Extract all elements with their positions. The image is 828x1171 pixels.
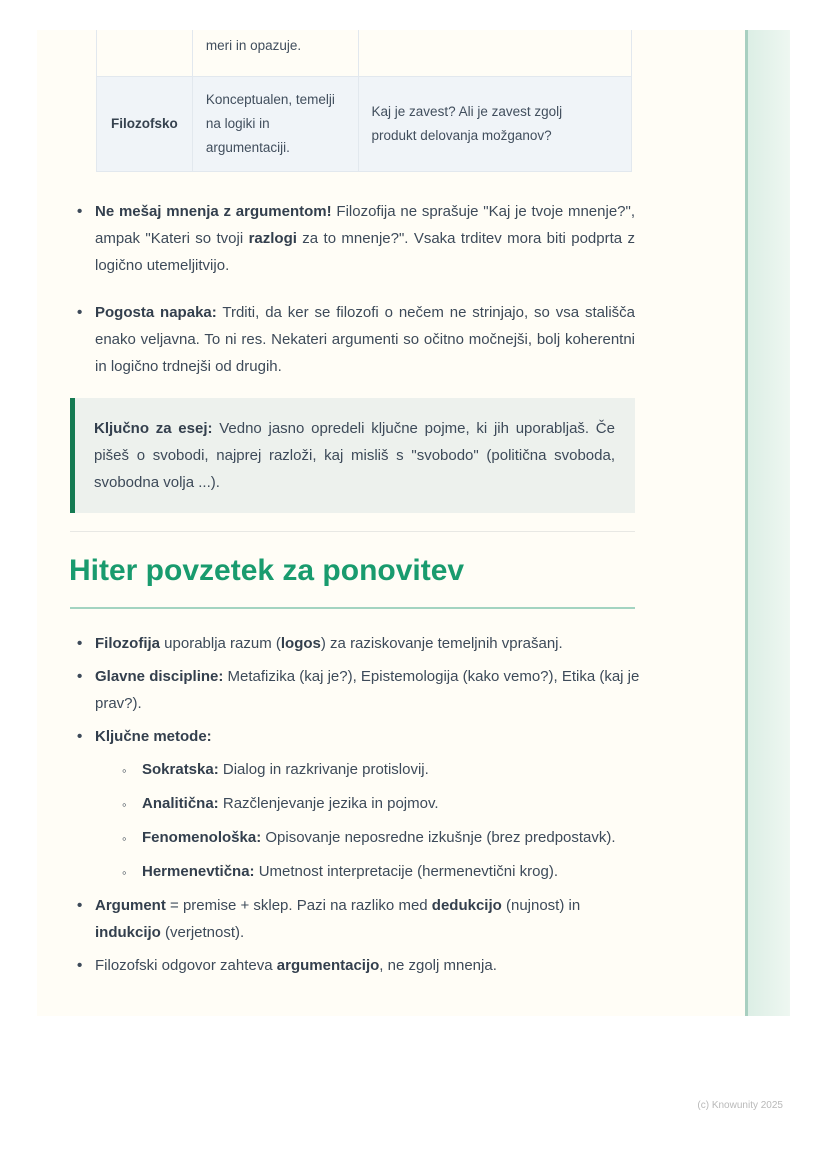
list-item xyxy=(70,299,635,380)
circle-bullet-icon: ◦ xyxy=(122,865,127,880)
table-cell-discipline: Filozofsko xyxy=(97,77,193,171)
list-item-text: Filozofija uporablja razum (logos) za raziskovanje temeljnih vprašanj. xyxy=(95,635,563,652)
list-item-text: Argument = premise + sklep. Pazi na razliko med dedukcijo (nujnost) in indukcijo (verjetnost). xyxy=(95,897,581,941)
table-cell-method: Konceptualen, temelji na logiki in argumentaciji. xyxy=(193,77,359,171)
bullet-icon: • xyxy=(77,304,83,321)
bullet-icon: • xyxy=(77,957,83,974)
list-item-text: Fenomenološka: Opisovanje neposredne izkušnje (brez predpostavk). xyxy=(142,829,616,846)
essay-tip-callout xyxy=(70,398,635,513)
list-item-text: Sokratska: Dialog in razkrivanje protislovij. xyxy=(142,761,429,778)
list-item xyxy=(70,723,640,885)
bullet-icon: • xyxy=(77,635,83,652)
notes-bullet-list xyxy=(70,198,635,400)
list-item xyxy=(70,198,635,279)
table-cell-discipline xyxy=(97,30,193,76)
document-page xyxy=(37,30,790,1016)
list-item xyxy=(70,630,640,657)
bullet-icon: • xyxy=(77,203,83,220)
sub-list-item xyxy=(122,824,640,851)
list-item xyxy=(70,892,640,946)
table-row xyxy=(97,77,631,172)
table-cell-method: meri in opazuje. xyxy=(193,30,359,76)
bullet-icon: • xyxy=(77,728,83,745)
list-item-text: Analitična: Razčlenjevanje jezika in pojmov. xyxy=(142,795,439,812)
section-heading: Hiter povzetek za ponovitev xyxy=(69,554,465,587)
page-edge-strip xyxy=(745,30,790,1016)
heading-underline xyxy=(70,607,635,609)
list-item-text: Glavne discipline: Metafizika (kaj je?), Epistemologija (kako vemo?), Etika (kaj je prav?). xyxy=(95,668,640,712)
sub-list-item xyxy=(122,756,640,783)
list-item-text: Ključne metode: xyxy=(95,728,212,745)
list-item xyxy=(70,952,640,979)
table-row xyxy=(97,30,631,77)
circle-bullet-icon: ◦ xyxy=(122,797,127,812)
sub-list-item xyxy=(122,790,640,817)
callout-text: Ključno za esej: Vedno jasno opredeli ključne pojme, ki jih uporabljaš. Če pišeš o svobodi, najprej razloži, kaj misliš s "svobodo" (politična svoboda, svobodna volja ...). xyxy=(94,420,615,491)
list-item-text: Pogosta napaka: Trditi, da ker se filozofi o nečem ne strinjajo, so vsa stališča enako veljavna. To ni res. Nekateri argumenti so očitno močnejši, bolj koherentni in logično trdnejši od drugih. xyxy=(95,304,636,375)
list-item-text: Hermenevtična: Umetnost interpretacije (hermenevtični krog). xyxy=(142,863,558,880)
section-divider xyxy=(70,531,635,532)
circle-bullet-icon: ◦ xyxy=(122,763,127,778)
sub-list-item xyxy=(122,858,640,885)
disciplines-table xyxy=(96,30,632,172)
methods-sub-list xyxy=(122,756,640,885)
list-item-text: Filozofski odgovor zahteva argumentacijo, ne zgolj mnenja. xyxy=(95,957,497,974)
bullet-icon: • xyxy=(77,668,83,685)
list-item xyxy=(70,663,640,717)
table-cell-question xyxy=(359,30,631,76)
circle-bullet-icon: ◦ xyxy=(122,831,127,846)
footer-copyright: (c) Knowunity 2025 xyxy=(697,1100,783,1111)
list-item-text: Ne mešaj mnenja z argumentom! Filozofija ne sprašuje "Kaj je tvoje mnenje?", ampak "Kateri so tvoji razlogi za to mnenje?". Vsaka trditev mora biti podprta z logično utemeljitvijo. xyxy=(95,203,635,274)
bullet-icon: • xyxy=(77,897,83,914)
summary-bullet-list xyxy=(70,630,640,985)
table-cell-question: Kaj je zavest? Ali je zavest zgolj produkt delovanja možganov? xyxy=(371,104,563,143)
